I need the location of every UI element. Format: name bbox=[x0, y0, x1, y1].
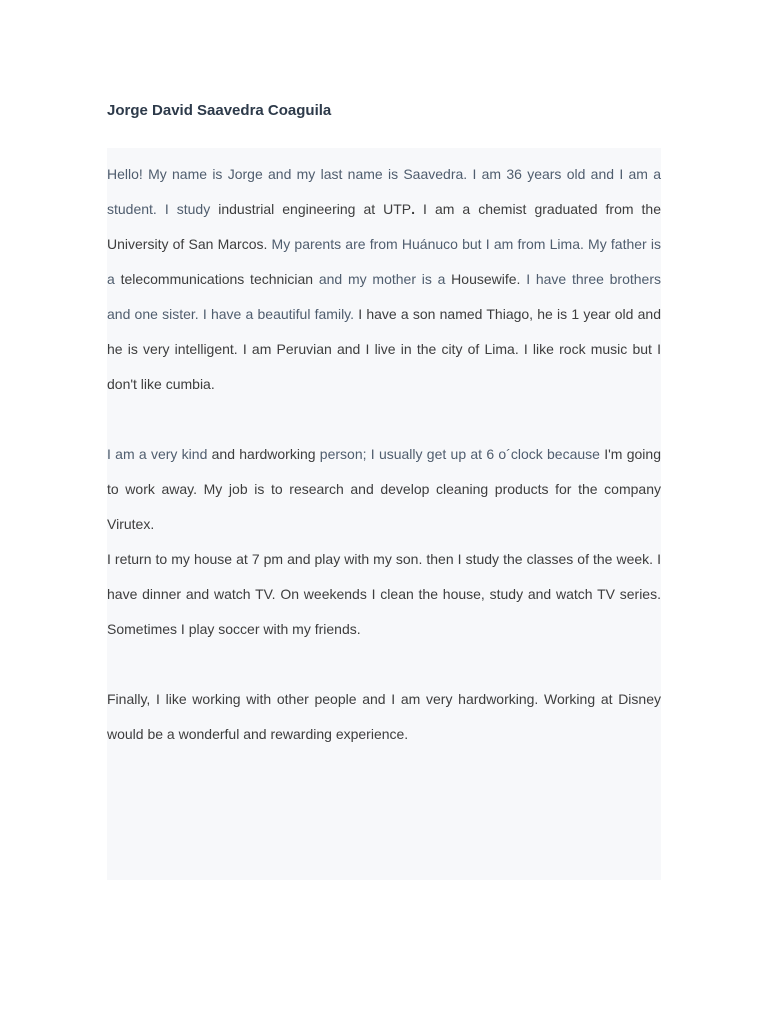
text-run: person; I usually get up at 6 o´clock because bbox=[315, 446, 600, 462]
text-run: I'm going to work away. My job is to research and develop cleaning products for the company Virutex. bbox=[107, 446, 661, 532]
text-run: telecommunications technician bbox=[120, 271, 314, 287]
text-run: I am a very kind bbox=[107, 446, 208, 462]
document-title: Jorge David Saavedra Coaguila bbox=[107, 102, 332, 119]
paragraph-introduction bbox=[107, 157, 661, 402]
text-run: I have three brothers and one sister. I have a beautiful family. bbox=[107, 271, 662, 322]
document-body bbox=[107, 157, 661, 752]
text-run: Hello! My name is Jorge and my last name is Saavedra. I am 36 years old and I am a student. I study bbox=[107, 166, 661, 217]
text-run: and hardworking bbox=[207, 446, 316, 462]
paragraph-conclusion: Finally, I like working with other people and I am very hardworking. Working at Disney would be a wonderful and rewarding experience. bbox=[107, 691, 661, 742]
text-run: . bbox=[411, 201, 416, 217]
paragraph-spacer bbox=[107, 647, 661, 682]
text-run: I have a son named Thiago, he is 1 year old and he is very intelligent. I am Peruvian and I live in the city of Lima. I like rock music but I don't like cumbia. bbox=[107, 306, 661, 392]
paragraph-personality-work bbox=[107, 437, 661, 542]
paragraph-daily-routine: I return to my house at 7 pm and play with my son. then I study the classes of the week. I have dinner and watch TV. On weekends I clean the house, study and watch TV series. Sometimes I play soccer with my friends. bbox=[107, 551, 661, 637]
text-run: Housewife. bbox=[451, 271, 521, 287]
text-run: My parents are from Huánuco but I am from Lima. My father is a bbox=[107, 236, 661, 287]
text-run: industrial engineering at UTP bbox=[218, 201, 412, 217]
text-run: and my mother is a bbox=[313, 271, 452, 287]
text-run: I am a chemist graduated from the University of San Marcos. bbox=[107, 201, 662, 252]
paragraph-spacer bbox=[107, 402, 661, 437]
